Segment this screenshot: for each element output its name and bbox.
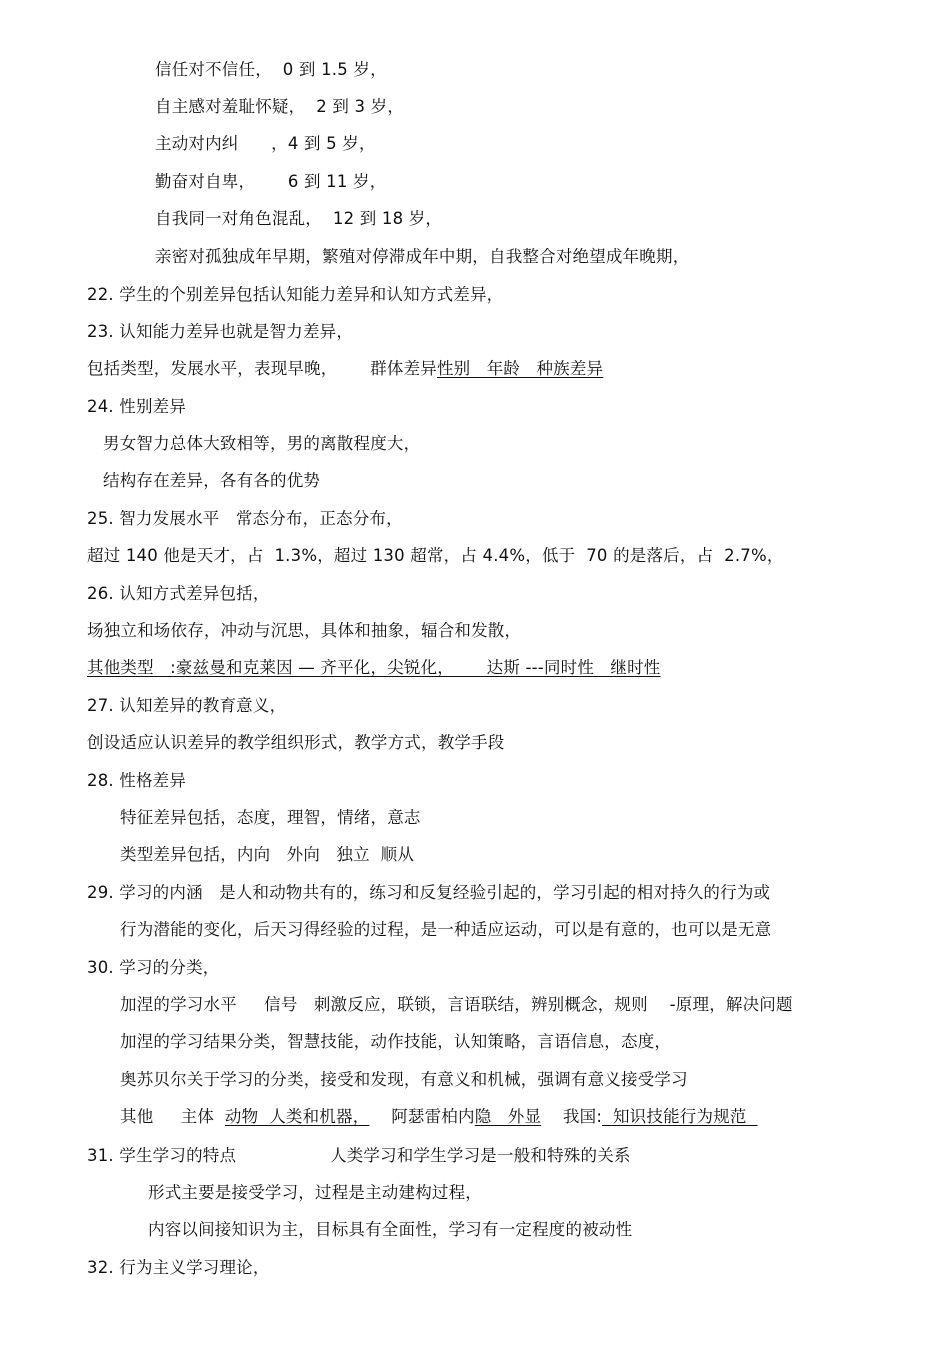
text-line: 男女智力总体大致相等，男的离散程度大， xyxy=(103,434,421,453)
text-line: 勤奋对自卑， 6 到 11 岁， xyxy=(155,172,387,191)
text-line: 28. 性格差异 xyxy=(87,771,187,790)
text-line: 行为潜能的变化，后天习得经验的过程，是一种适应运动，可以是有意的，也可以是无意 xyxy=(120,920,772,939)
text-line: 26. 认知方式差异包括， xyxy=(87,584,270,603)
text-segment: 其他 主体 xyxy=(120,1107,225,1126)
text-line: 29. 学习的内涵 是人和动物共有的，练习和反复经验引起的，学习引起的相对持久的行为或 xyxy=(87,883,771,902)
text-line xyxy=(87,359,603,379)
text-line: 奥苏贝尔关于学习的分类，接受和发现，有意义和机械，强调有意义接受学习 xyxy=(120,1070,688,1089)
text-line: 超过 140 他是天才，占 1.3%，超过 130 超常，占 4.4%，低于 70 的是落后，占 2.7%， xyxy=(87,546,784,565)
underlined-text: 动物 人类和机器， xyxy=(224,1107,370,1126)
text-line: 自我同一对角色混乱， 12 到 18 岁， xyxy=(155,209,443,228)
text-segment: 我国: xyxy=(541,1107,603,1126)
text-line: 加涅的学习结果分类，智慧技能，动作技能，认知策略，言语信息，态度， xyxy=(120,1032,672,1051)
underlined-text: 性别 年龄 种族差异 xyxy=(436,359,604,378)
text-line: 形式主要是接受学习，过程是主动建构过程， xyxy=(148,1183,482,1202)
underlined-text-line: 其他类型 :豪兹曼和克莱因 — 齐平化，尖锐化， 达斯 ---同时性 继时性 xyxy=(87,658,661,677)
text-line: 特征差异包括，态度，理智，情绪，意志 xyxy=(120,808,421,827)
text-line: 27. 认知差异的教育意义， xyxy=(87,696,287,715)
text-line: 亲密对孤独成年早期，繁殖对停滞成年中期，自我整合对绝望成年晚期， xyxy=(155,247,690,266)
text-line: 主动对内纠 ，4 到 5 岁， xyxy=(155,134,376,153)
text-line: 类型差异包括，内向 外向 独立 顺从 xyxy=(120,845,415,864)
text-line: 自主感对羞耻怀疑， 2 到 3 岁， xyxy=(155,97,405,116)
text-line: 25. 智力发展水平 常态分布，正态分布， xyxy=(87,509,403,528)
text-line: 结构存在差异，各有各的优势 xyxy=(103,471,321,490)
text-line: 加涅的学习水平 信号 刺激反应，联锁，言语联结，辨别概念，规则 -原理，解决问题 xyxy=(120,995,793,1014)
text-line xyxy=(120,1107,757,1127)
text-line: 24. 性别差异 xyxy=(87,397,187,416)
text-segment: 阿瑟雷柏内 xyxy=(369,1107,475,1126)
text-segment: 包括类型，发展水平，表现早晚， 群体差异 xyxy=(87,359,437,378)
underlined-text: 知识技能行为规范 xyxy=(602,1107,758,1126)
text-line: 30. 学习的分类， xyxy=(87,958,220,977)
text-line: 32. 行为主义学习理论， xyxy=(87,1258,270,1277)
text-line: 31. 学生学习的特点 xyxy=(87,1146,237,1165)
text-line: 场独立和场依存，冲动与沉思，具体和抽象，辐合和发散， xyxy=(87,621,522,640)
underlined-text: 隐 外显 xyxy=(474,1107,542,1126)
text-line: 信任对不信任， 0 到 1.5 岁， xyxy=(155,60,387,79)
text-line: 内容以间接知识为主，目标具有全面性，学习有一定程度的被动性 xyxy=(148,1220,633,1239)
text-line: 创设适应认识差异的教学组织形式，教学方式，教学手段 xyxy=(87,733,505,752)
text-line: 人类学习和学生学习是一般和特殊的关系 xyxy=(330,1146,631,1165)
text-line: 23. 认知能力差异也就是智力差异， xyxy=(87,322,354,341)
text-line: 22. 学生的个别差异包括认知能力差异和认知方式差异， xyxy=(87,285,504,304)
